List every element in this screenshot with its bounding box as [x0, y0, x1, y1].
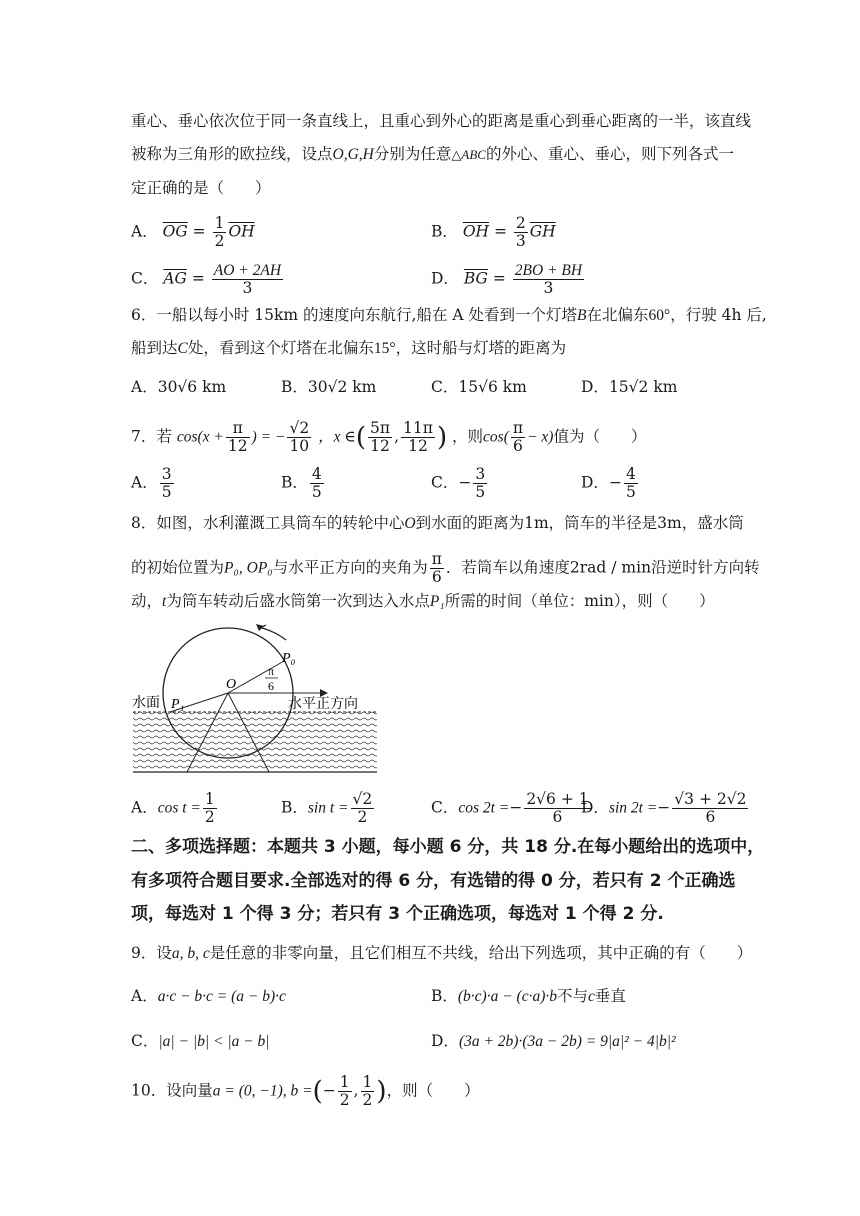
- fraction: [368, 420, 392, 455]
- q8-line-2: [131, 551, 760, 586]
- fraction: [226, 420, 250, 455]
- fraction: [430, 551, 444, 586]
- denominator: 12: [408, 437, 428, 455]
- denominator: 6: [431, 568, 442, 586]
- option-label: A．: [131, 378, 158, 396]
- vector: $\overline{GH}$: [529, 222, 556, 241]
- denominator: 5: [161, 483, 172, 501]
- fraction: [203, 791, 217, 826]
- vector: $\overline{OH}$: [228, 222, 255, 241]
- q7-text: 值为（ ）: [553, 427, 647, 446]
- math: |a| − |b| < |a − b|: [158, 1033, 270, 1050]
- math: cos t =: [157, 799, 201, 817]
- q5-text: 分别为任意: [373, 145, 452, 163]
- math: ，x ∈: [318, 428, 356, 446]
- q10-stem: 10．设向量a = (0, −1), b =(− $\frac{1}{2}$ , $\frac{1}{2}$ )，则（ ）: [131, 1073, 480, 1109]
- q9-text: 是任意的非零向量，且它们相互不共线，给出下列选项，其中正确的有（ ）: [209, 944, 753, 962]
- fraction: [514, 215, 528, 250]
- q7-option-c: [431, 466, 489, 501]
- bracket: (: [355, 422, 367, 453]
- math: cos(x +: [176, 428, 224, 446]
- q6-option-a: [131, 376, 226, 398]
- q8-line-3: [131, 590, 715, 613]
- fraction: [310, 466, 324, 501]
- option-label: B．: [281, 378, 308, 396]
- q6-text: ，这时船与灯塔的距离为: [395, 339, 567, 357]
- option-label: B．: [431, 987, 458, 1005]
- denominator: 6: [552, 808, 563, 826]
- q9-option-d: [431, 1030, 676, 1053]
- math: cos(: [483, 428, 509, 446]
- rotation-arrowhead: [256, 624, 264, 631]
- numerator: 2BO + BH: [514, 262, 583, 279]
- math: − x): [527, 428, 554, 446]
- p0-label: P₀: [282, 651, 296, 666]
- angle-den: 6: [268, 679, 274, 693]
- q6-point: B: [577, 307, 587, 324]
- q5-text: 的外心、重心、垂心，则下列各式一: [485, 145, 734, 163]
- q6-text: 6．一船以每小时 15km 的速度向东航行,船在 A 处看到一个灯塔: [131, 306, 578, 324]
- math: (3a + 2b)·(3a − 2b) = 9|a|² − 4|b|²: [458, 1033, 676, 1050]
- sign: −: [608, 473, 622, 492]
- q9-text: 不与: [557, 987, 589, 1005]
- waterwheel-diagram: [130, 620, 380, 780]
- q5-option-c: C． $\overline{AG}$ = $\frac{AO + 2AH}{3}$: [131, 262, 282, 297]
- q6-line-1: [131, 304, 767, 327]
- horizontal-label: 水平正方向: [288, 696, 358, 712]
- bracket: ): [376, 1076, 387, 1107]
- numerator: 4: [311, 465, 322, 483]
- q8-text: 所需的时间（单位：: [444, 592, 585, 610]
- denominator: 6: [513, 437, 523, 455]
- q8-text: ），则（ ）: [613, 592, 715, 610]
- math: 3m: [657, 514, 682, 532]
- denominator: 2: [214, 232, 225, 250]
- numerator: √2: [289, 419, 310, 437]
- vectors: a, b, c: [171, 945, 210, 962]
- fraction: [511, 420, 525, 455]
- q6-text: 处，看到这个灯塔在北偏东: [187, 339, 374, 357]
- numerator: 4: [625, 465, 636, 483]
- option-label: C．: [131, 1032, 159, 1050]
- q8-line-1: [131, 512, 744, 535]
- q6-line-2: [131, 337, 566, 360]
- q10-text: 10．设向量: [131, 1081, 213, 1100]
- q7-stem: 7．若 cos(x + $\frac{\pi}{12}$ ) = − $\frac{√2}{10}$ ，x ∈( $\frac{5\pi}{12}$ , $\frac{11\pi}{12}$ ) ，则cos( $\frac{\pi}{6}$ − x)值为（ ）: [131, 419, 647, 455]
- math: c: [588, 988, 595, 1005]
- q8-text: 为筒车转动后盛水筒第一次到达入水点: [166, 592, 430, 610]
- q8-text: ，盛水筒: [681, 514, 744, 532]
- math: min: [584, 592, 614, 610]
- math: t: [162, 593, 167, 610]
- numerator: 2: [515, 214, 526, 232]
- numerator: π: [226, 420, 250, 438]
- section2-line-3: 项，每选对 1 个得 3 分；若只有 3 个正确选项，每选对 1 个得 2 分.: [131, 904, 664, 924]
- vector: $\overline{OG}$: [162, 222, 188, 241]
- option-label: C．: [431, 473, 459, 492]
- fraction: [160, 466, 174, 501]
- q7-option-a: [131, 466, 176, 501]
- q9-text: 9．设: [131, 944, 172, 962]
- sign: −: [458, 473, 472, 492]
- numerator: π: [431, 550, 442, 568]
- option-label: A．: [131, 987, 158, 1005]
- section2-line-1: 二、多项选择题：本题共 3 小题，每小题 6 分，共 18 分.在每小题给出的选项中，: [131, 837, 765, 857]
- math: 2rad / min: [569, 558, 652, 577]
- option-label: D．: [581, 473, 609, 492]
- waterwheel-figure: [130, 620, 380, 780]
- numerator: 1: [362, 1073, 373, 1091]
- denominator: 2: [339, 1091, 350, 1109]
- option-label: D．: [431, 269, 459, 288]
- q5-option-b: B． $\overline{OH}$ = $\frac{2}{3}$ $\overline{GH}$: [431, 214, 556, 250]
- math: O: [404, 515, 416, 532]
- option-label: C．: [131, 269, 159, 288]
- q9-stem: [131, 942, 752, 965]
- option-label: C．: [431, 798, 459, 817]
- angle-num: π: [268, 664, 275, 678]
- q6-option-d: [581, 376, 677, 398]
- q7-option-b: [281, 466, 326, 501]
- q9-option-c: [131, 1030, 270, 1053]
- q8-option-b: [281, 791, 376, 826]
- q7-text: 7．若: [131, 427, 172, 446]
- math: (b·c)·a − (c·a)·b: [457, 988, 558, 1005]
- numerator: 1: [214, 214, 225, 232]
- denominator: 12: [370, 437, 390, 455]
- q5-line-3: 定正确的是（ ）: [131, 179, 271, 197]
- q10-text: ，则（ ）: [386, 1081, 480, 1100]
- denominator: 5: [625, 483, 636, 501]
- fraction: [401, 420, 435, 455]
- q5-text: 被称为三角形的欧拉线，设点: [131, 145, 333, 163]
- q6-option-b: [281, 376, 376, 398]
- fraction: [212, 262, 283, 297]
- option-label: D．: [431, 1032, 459, 1050]
- q5-triangle: △ABC: [451, 147, 486, 162]
- section2-line-2: 有多项符合题目要求.全部选对的得 6 分，有选错的得 0 分，若只有 2 个正确选: [131, 871, 736, 891]
- option-value: 15√2 km: [608, 378, 678, 396]
- q5-option-a: A． $\overline{OG}$ = $\frac{1}{2}$ $\overline{OH}$: [131, 214, 255, 250]
- math: sin t =: [307, 799, 349, 817]
- option-label: C．: [431, 378, 459, 396]
- denominator: 3: [515, 232, 526, 250]
- q6-text: 在北偏东: [586, 306, 649, 324]
- q6-option-c: [431, 376, 527, 398]
- option-label: A．: [131, 222, 158, 241]
- vector: $\overline{BG}$: [463, 269, 488, 288]
- numerator: AO + 2AH: [213, 262, 282, 279]
- math: cos 2t =: [458, 799, 510, 817]
- q6-angle: 15°: [373, 340, 396, 357]
- q8-text: 的初始位置为: [131, 558, 225, 577]
- option-value: 30√6 km: [157, 378, 227, 396]
- fraction: [338, 1074, 352, 1109]
- fraction: [473, 466, 487, 501]
- q7-option-d: [581, 466, 640, 501]
- option-value: 15√6 km: [458, 378, 527, 396]
- numerator: π: [512, 419, 524, 437]
- q8-text: ．若筒车以角速度: [445, 558, 570, 577]
- denominator: 2: [362, 1091, 373, 1109]
- option-label: B．: [431, 222, 458, 241]
- p1-label: P₁: [171, 697, 185, 712]
- bracket: ): [436, 422, 448, 453]
- math: P₀, OP₀: [224, 559, 273, 577]
- radius-op0: [228, 661, 284, 693]
- option-label: D．: [581, 378, 609, 396]
- q6-text: ，行驶 4h 后,: [670, 306, 767, 324]
- denominator: 2: [357, 808, 368, 826]
- numerator: √2: [352, 790, 373, 808]
- denominator: 5: [311, 483, 322, 501]
- q6-angle: 60°: [648, 307, 671, 324]
- option-label: A．: [131, 473, 158, 492]
- numerator: √3 + 2√2: [674, 790, 747, 808]
- math: a = (0, −1), b =: [212, 1082, 313, 1100]
- q6-point: C: [177, 340, 188, 357]
- denominator: 6: [705, 808, 716, 826]
- denominator: 10: [289, 437, 310, 455]
- q5-option-d: D． $\overline{BG}$ = $\frac{2BO + BH}{3}$: [431, 262, 583, 297]
- vector: $\overline{AG}$: [163, 269, 187, 288]
- fraction: [287, 420, 311, 455]
- option-label: B．: [281, 798, 308, 817]
- fraction: [351, 791, 375, 826]
- fraction: [672, 791, 748, 826]
- vector: $\overline{OH}$: [462, 222, 490, 241]
- option-label: B．: [281, 473, 308, 492]
- water-label: 水面: [132, 695, 160, 711]
- fraction: [361, 1074, 375, 1109]
- fraction: [513, 262, 584, 297]
- option-value: 30√2 km: [307, 378, 377, 396]
- q8-text: 与水平正方向的夹角为: [272, 558, 428, 577]
- numerator: 1: [204, 790, 215, 808]
- q9-option-a: [131, 985, 286, 1008]
- q9-option-b: [431, 985, 626, 1008]
- q5-line-1: 重心、垂心依次位于同一条直线上，且重心到外心的距离是重心到垂心距离的一半，该直线: [131, 112, 752, 130]
- numerator: 3: [475, 465, 486, 483]
- q8-option-d: [581, 791, 750, 826]
- denominator: 12: [227, 437, 248, 455]
- math: sin 2t =: [608, 799, 658, 817]
- fraction: [624, 466, 638, 501]
- denominator: 3: [242, 279, 253, 297]
- denominator: 2: [204, 808, 215, 826]
- numerator: 5π: [370, 419, 391, 437]
- center-label: O: [226, 677, 237, 692]
- q8-option-c: [431, 791, 593, 826]
- math: P₁: [429, 593, 445, 610]
- math: a·c − b·c = (a − b)·c: [157, 988, 286, 1005]
- numerator: 1: [339, 1073, 350, 1091]
- sign: −: [657, 798, 671, 817]
- denominator: 5: [475, 483, 486, 501]
- q8-text: 沿逆时针方向转: [651, 558, 760, 577]
- numerator: 3: [161, 465, 172, 483]
- q6-text: 船到达: [131, 339, 178, 357]
- bracket: (: [312, 1076, 323, 1107]
- math: 1m: [524, 514, 549, 532]
- q5-points: O,G,H: [332, 146, 374, 163]
- math: ) = −: [251, 428, 286, 446]
- q8-option-a: [131, 791, 219, 826]
- q9-text: 垂直: [594, 987, 626, 1005]
- fraction: [213, 215, 227, 250]
- q8-text: 到水面的距离为: [415, 514, 525, 532]
- option-label: D．: [581, 798, 609, 817]
- q8-text: 8．如图，水利灌溉工具筒车的转轮中心: [131, 514, 405, 532]
- denominator: 3: [543, 279, 554, 297]
- q8-text: ，筒车的半径是: [548, 514, 658, 532]
- sign: −: [509, 798, 523, 817]
- numerator: 11π: [403, 419, 433, 437]
- q7-text: ，则: [452, 427, 484, 446]
- numerator: 2√6 + 1: [526, 790, 589, 808]
- q8-text: 动，: [131, 592, 163, 610]
- option-label: A．: [131, 798, 158, 817]
- q5-line-2: [131, 143, 734, 166]
